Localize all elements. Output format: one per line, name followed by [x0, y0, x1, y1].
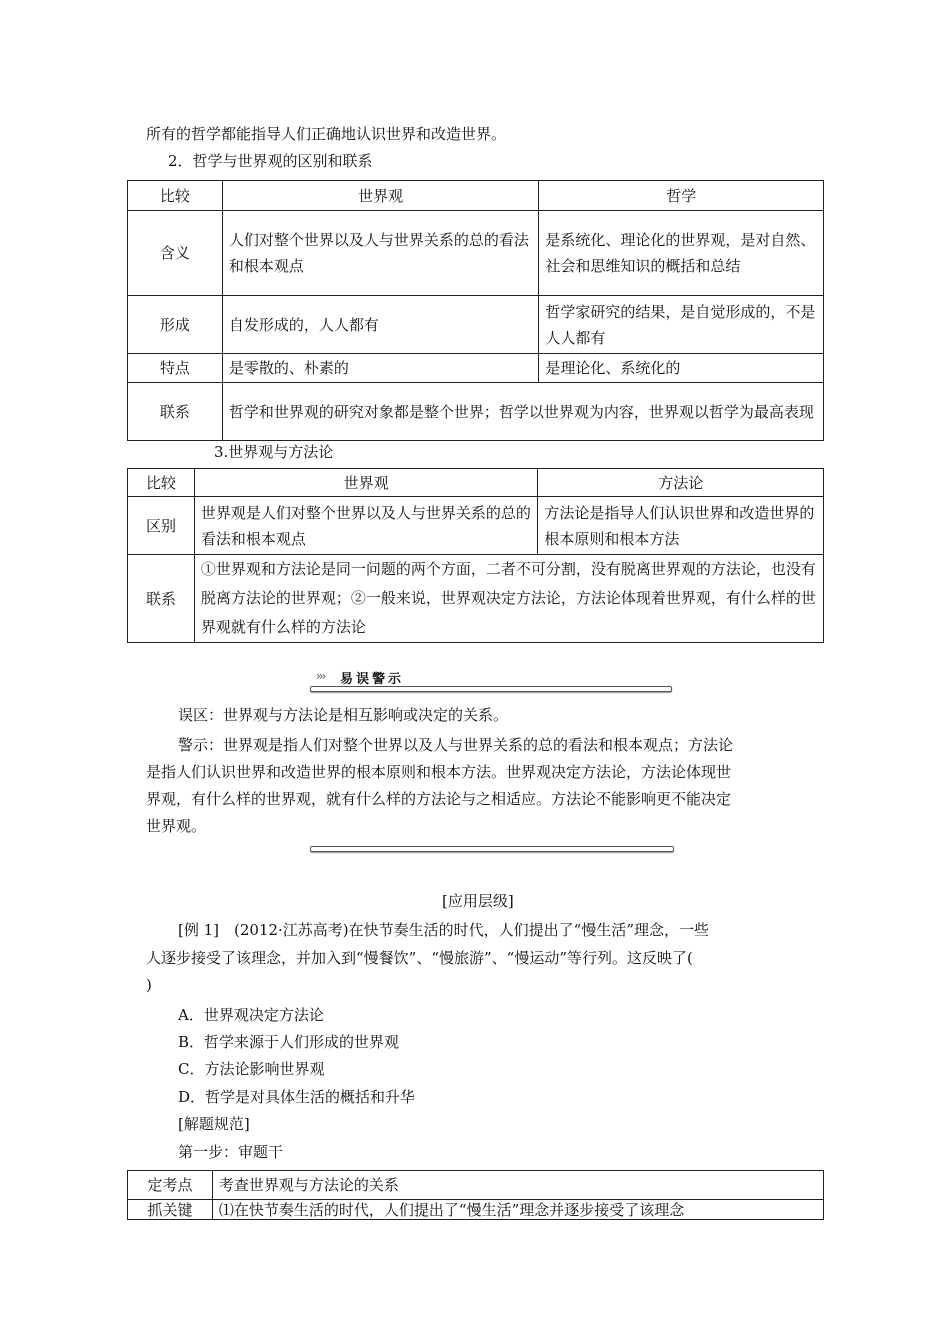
table-row — [128, 211, 824, 296]
header-worldview: 世界观 — [222, 181, 539, 211]
header-worldview: 世界观 — [194, 469, 537, 497]
row-cell: 人们对整个世界以及人与世界关系的总的看法和根本观点 — [222, 211, 539, 296]
row-label: 含义 — [128, 211, 223, 296]
section2-heading: 2．哲学与世界观的区别和联系 — [168, 152, 373, 170]
row-cell: 世界观是人们对整个世界以及人与世界关系的总的看法和根本观点 — [194, 497, 537, 555]
header-philosophy: 哲学 — [539, 181, 824, 211]
misconception-line: 误区：世界观与方法论是相互影响或决定的关系。 — [178, 706, 509, 724]
banner-label: 易误警示 — [340, 672, 405, 687]
warning-banner — [310, 669, 672, 691]
row-cell: 自发形成的，人人都有 — [222, 296, 539, 354]
table-row — [128, 555, 824, 643]
table-row — [128, 1171, 824, 1200]
header-compare: 比较 — [128, 181, 223, 211]
row-cell: 考查世界观与方法论的关系 — [212, 1171, 823, 1200]
philosophy-worldview-table — [127, 180, 824, 441]
step1-heading: 第一步：审题干 — [178, 1143, 284, 1161]
row-label: 抓关键 — [128, 1200, 213, 1220]
row-cell: 哲学和世界观的研究对象都是整个世界；哲学以世界观为内容，世界观以哲学为最高表现 — [222, 383, 823, 441]
intro-line: 所有的哲学都能指导人们正确地认识世界和改造世界。 — [146, 125, 507, 143]
header-compare: 比较 — [128, 469, 195, 497]
option-d: D．哲学是对具体生活的概括和升华 — [178, 1088, 416, 1106]
example-line: 人逐步接受了该理念，并加入到“慢餐饮”、“慢旅游”、“慢运动”等行列。这反映了( — [146, 949, 693, 967]
table-row — [128, 1200, 824, 1220]
row-label: 联系 — [128, 383, 223, 441]
row-label: 形成 — [128, 296, 223, 354]
row-label: 定考点 — [128, 1171, 213, 1200]
header-methodology: 方法论 — [538, 469, 824, 497]
option-c: C．方法论影响世界观 — [178, 1060, 325, 1078]
chevrons-icon: ››› — [316, 669, 325, 683]
row-label: 区别 — [128, 497, 195, 555]
option-b: B．哲学来源于人们形成的世界观 — [178, 1033, 400, 1051]
table-row — [128, 296, 824, 354]
table-row — [128, 497, 824, 555]
row-label: 特点 — [128, 354, 223, 383]
row-cell: 是系统化、理论化的世界观，是对自然、社会和思维知识的概括和总结 — [539, 211, 824, 296]
row-cell: 方法论是指导人们认识世界和改造世界的根本原则和根本方法 — [538, 497, 824, 555]
solution-title: [解题规范] — [178, 1115, 250, 1133]
row-cell: 哲学家研究的结果，是自觉形成的，不是人人都有 — [539, 296, 824, 354]
row-label: 联系 — [128, 555, 195, 643]
row-cell: ①世界观和方法论是同一问题的两个方面，二者不可分割，没有脱离世界观的方法论，也没有脱离方法论的世界观；②一般来说，世界观决定方法论，方法论体现着世界观，有什么样的世界观就有什么样的方法论 — [194, 555, 823, 643]
example-line: ) — [146, 976, 152, 994]
caution-line: 警示：世界观是指人们对整个世界以及人与世界关系的总的看法和根本观点；方法论 — [178, 736, 734, 754]
table-row — [128, 354, 824, 383]
option-a: A．世界观决定方法论 — [178, 1006, 324, 1024]
caution-line: 是指人们认识世界和改造世界的根本原则和根本方法。世界观决定方法论，方法论体现世 — [146, 763, 732, 781]
caution-line: 世界观。 — [146, 817, 207, 835]
table-header-row — [128, 469, 824, 497]
section3-heading: 3.世界观与方法论 — [214, 443, 334, 461]
caution-line: 界观，有什么样的世界观，就有什么样的方法论与之相适应。方法论不能影响更不能决定 — [146, 790, 732, 808]
table-row — [128, 383, 824, 441]
worldview-methodology-table — [127, 468, 824, 643]
example-line: [例 1] (2012·江苏高考)在快节奏生活的时代，人们提出了“慢生活”理念，一些 — [178, 921, 710, 939]
warning-end-bar — [310, 846, 674, 852]
level-title: [应用层级] — [442, 892, 514, 910]
row-cell: 是零散的、朴素的 — [222, 354, 539, 383]
row-cell: 是理论化、系统化的 — [539, 354, 824, 383]
row-cell: ⑴在快节奏生活的时代，人们提出了“慢生活”理念并逐步接受了该理念 — [212, 1200, 823, 1220]
step-table — [127, 1170, 824, 1220]
table-header-row — [128, 181, 824, 211]
